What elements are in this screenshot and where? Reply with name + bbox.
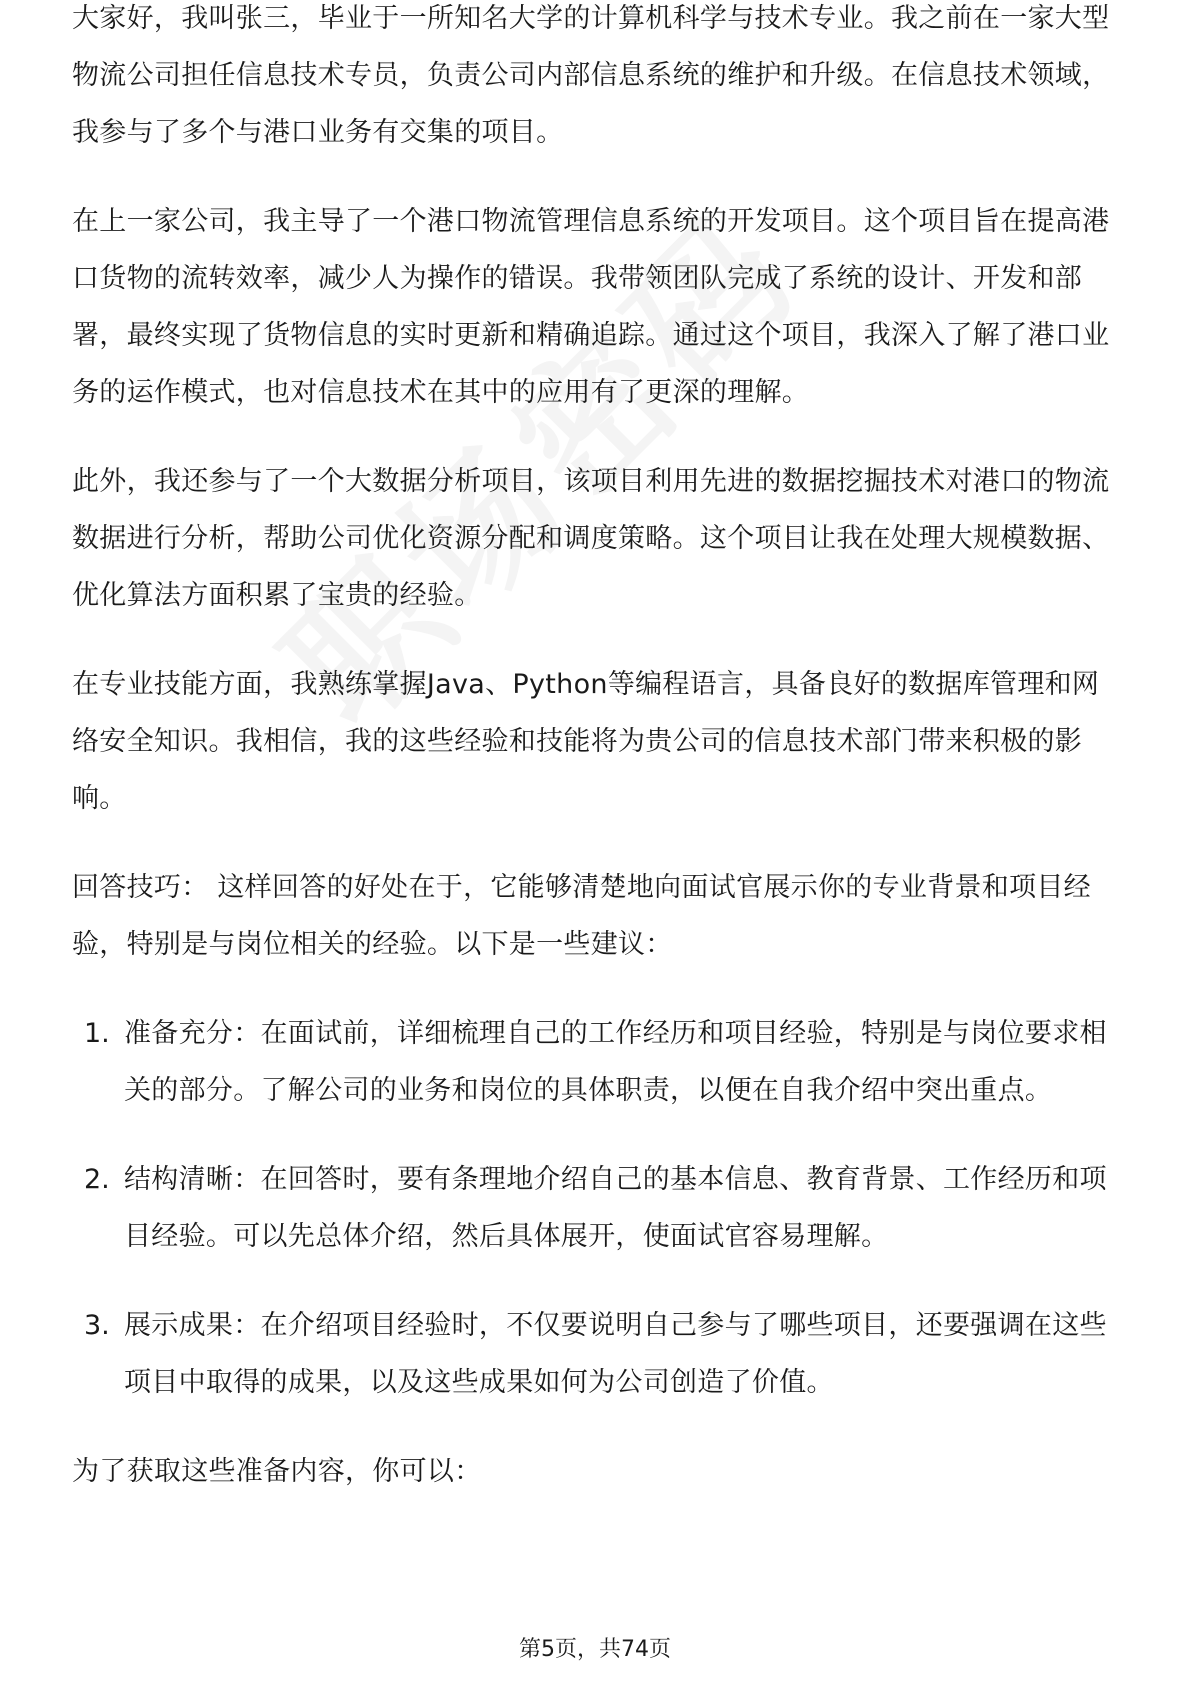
- list-item: [72, 1151, 1122, 1265]
- list-item-number: 2.: [84, 1164, 110, 1195]
- list-item: [72, 1297, 1122, 1411]
- list-item: [72, 1005, 1122, 1119]
- paragraph-skills: 在专业技能方面，我熟练掌握Java、Python等编程语言，具备良好的数据库管理和网络安全知识。我相信，我的这些经验和技能将为贵公司的信息技术部门带来积极的影响。: [72, 669, 1100, 814]
- paragraph-answer-tips: 回答技巧： 这样回答的好处在于，它能够清楚地向面试官展示你的专业背景和项目经验，特别是与岗位相关的经验。以下是一些建议：: [72, 872, 1091, 960]
- tips-list: [72, 1005, 1122, 1411]
- list-item-text: 结构清晰：在回答时，要有条理地介绍自己的基本信息、教育背景、工作经历和项目经验。可以先总体介绍，然后具体展开，使面试官容易理解。: [124, 1164, 1107, 1252]
- page-number: 第5页，共74页: [519, 1637, 671, 1662]
- paragraph-port-system-project: 在上一家公司，我主导了一个港口物流管理信息系统的开发项目。这个项目旨在提高港口货物的流转效率，减少人为操作的错误。我带领团队完成了系统的设计、开发和部署，最终实现了货物信息的实时更新和精确追踪。通过这个项目，我深入了解了港口业务的运作模式，也对信息技术在其中的应用有了更深的理解。: [72, 206, 1110, 408]
- paragraph-preparation: 为了获取这些准备内容，你可以：: [72, 1456, 482, 1487]
- list-item-text: 展示成果：在介绍项目经验时，不仅要说明自己参与了哪些项目，还要强调在这些项目中取得的成果，以及这些成果如何为公司创造了价值。: [124, 1310, 1107, 1398]
- document-body: [72, 0, 1122, 1500]
- list-item-number: 1.: [84, 1018, 110, 1049]
- paragraph-intro: 大家好，我叫张三，毕业于一所知名大学的计算机科学与技术专业。我之前在一家大型物流公司担任信息技术专员，负责公司内部信息系统的维护和升级。在信息技术领域，我参与了多个与港口业务有交集的项目。: [72, 3, 1110, 148]
- list-item-number: 3.: [84, 1310, 110, 1341]
- paragraph-big-data-project: 此外，我还参与了一个大数据分析项目，该项目利用先进的数据挖掘技术对港口的物流数据进行分析，帮助公司优化资源分配和调度策略。这个项目让我在处理大规模数据、优化算法方面积累了宝贵的经验。: [72, 466, 1110, 611]
- list-item-text: 准备充分：在面试前，详细梳理自己的工作经历和项目经验，特别是与岗位要求相关的部分。了解公司的业务和岗位的具体职责，以便在自我介绍中突出重点。: [124, 1018, 1107, 1106]
